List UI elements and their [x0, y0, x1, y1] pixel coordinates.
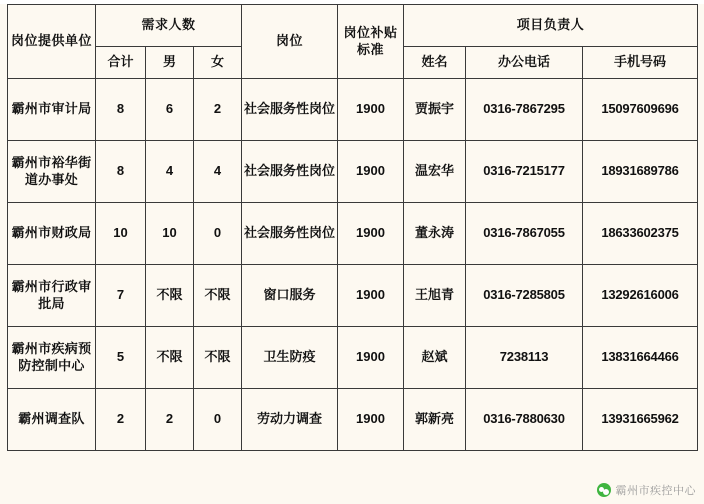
cell-subsidy: 1900: [338, 265, 404, 327]
table-row: [8, 79, 698, 141]
cell-male: 不限: [146, 265, 194, 327]
cell-mobile: 18633602375: [583, 203, 698, 265]
cell-office-phone: 0316-7215177: [466, 141, 583, 203]
cell-subsidy: 1900: [338, 79, 404, 141]
cell-name: 郭新亮: [404, 389, 466, 451]
table-row: [8, 203, 698, 265]
cell-mobile: 13831664466: [583, 327, 698, 389]
cell-name: 王旭青: [404, 265, 466, 327]
header-subsidy: 岗位补贴标准: [338, 5, 404, 79]
header-demand-group: 需求人数: [96, 5, 242, 47]
cell-post: 社会服务性岗位: [242, 141, 338, 203]
cell-female: 不限: [194, 265, 242, 327]
cell-office-phone: 0316-7880630: [466, 389, 583, 451]
cell-unit: 霸州市疾病预防控制中心: [8, 327, 96, 389]
cell-total: 5: [96, 327, 146, 389]
cell-female: 2: [194, 79, 242, 141]
cell-male: 6: [146, 79, 194, 141]
cell-subsidy: 1900: [338, 203, 404, 265]
cell-unit: 霸州调查队: [8, 389, 96, 451]
cell-subsidy: 1900: [338, 389, 404, 451]
cell-office-phone: 0316-7867295: [466, 79, 583, 141]
cell-male: 4: [146, 141, 194, 203]
table-row: [8, 265, 698, 327]
cell-unit: 霸州市财政局: [8, 203, 96, 265]
document-page: [0, 4, 704, 504]
table-row: [8, 141, 698, 203]
table-body: [8, 79, 698, 451]
cell-mobile: 13292616006: [583, 265, 698, 327]
header-female: 女: [194, 47, 242, 79]
cell-office-phone: 7238113: [466, 327, 583, 389]
header-row-primary: [8, 5, 698, 47]
watermark-text: 霸州市疾控中心: [615, 485, 696, 497]
cell-mobile: 15097609696: [583, 79, 698, 141]
header-leader-name: 姓名: [404, 47, 466, 79]
cell-mobile: 18931689786: [583, 141, 698, 203]
cell-subsidy: 1900: [338, 327, 404, 389]
cell-mobile: 13931665962: [583, 389, 698, 451]
cell-total: 10: [96, 203, 146, 265]
cell-name: 赵斌: [404, 327, 466, 389]
cell-subsidy: 1900: [338, 141, 404, 203]
cell-male: 不限: [146, 327, 194, 389]
header-post: 岗位: [242, 5, 338, 79]
cell-post: 窗口服务: [242, 265, 338, 327]
table-header: [8, 5, 698, 79]
header-mobile: 手机号码: [583, 47, 698, 79]
cell-female: 0: [194, 203, 242, 265]
cell-office-phone: 0316-7285805: [466, 265, 583, 327]
cell-unit: 霸州市行政审批局: [8, 265, 96, 327]
wechat-logo-icon: [597, 483, 611, 497]
cell-total: 2: [96, 389, 146, 451]
cell-total: 7: [96, 265, 146, 327]
cell-unit: 霸州市裕华街道办事处: [8, 141, 96, 203]
cell-name: 温宏华: [404, 141, 466, 203]
header-total: 合计: [96, 47, 146, 79]
cell-post: 劳动力调查: [242, 389, 338, 451]
cell-total: 8: [96, 141, 146, 203]
cell-name: 董永涛: [404, 203, 466, 265]
table-row: [8, 327, 698, 389]
cell-post: 社会服务性岗位: [242, 203, 338, 265]
cell-male: 2: [146, 389, 194, 451]
cell-post: 卫生防疫: [242, 327, 338, 389]
cell-female: 0: [194, 389, 242, 451]
watermark: [597, 482, 697, 498]
header-unit: 岗位提供单位: [8, 5, 96, 79]
cell-female: 4: [194, 141, 242, 203]
cell-name: 贾振宇: [404, 79, 466, 141]
table-row: [8, 389, 698, 451]
header-male: 男: [146, 47, 194, 79]
header-office-phone: 办公电话: [466, 47, 583, 79]
cell-unit: 霸州市审计局: [8, 79, 96, 141]
job-listing-table: [7, 4, 698, 451]
cell-total: 8: [96, 79, 146, 141]
cell-post: 社会服务性岗位: [242, 79, 338, 141]
cell-male: 10: [146, 203, 194, 265]
cell-female: 不限: [194, 327, 242, 389]
header-leader-group: 项目负责人: [404, 5, 698, 47]
cell-office-phone: 0316-7867055: [466, 203, 583, 265]
